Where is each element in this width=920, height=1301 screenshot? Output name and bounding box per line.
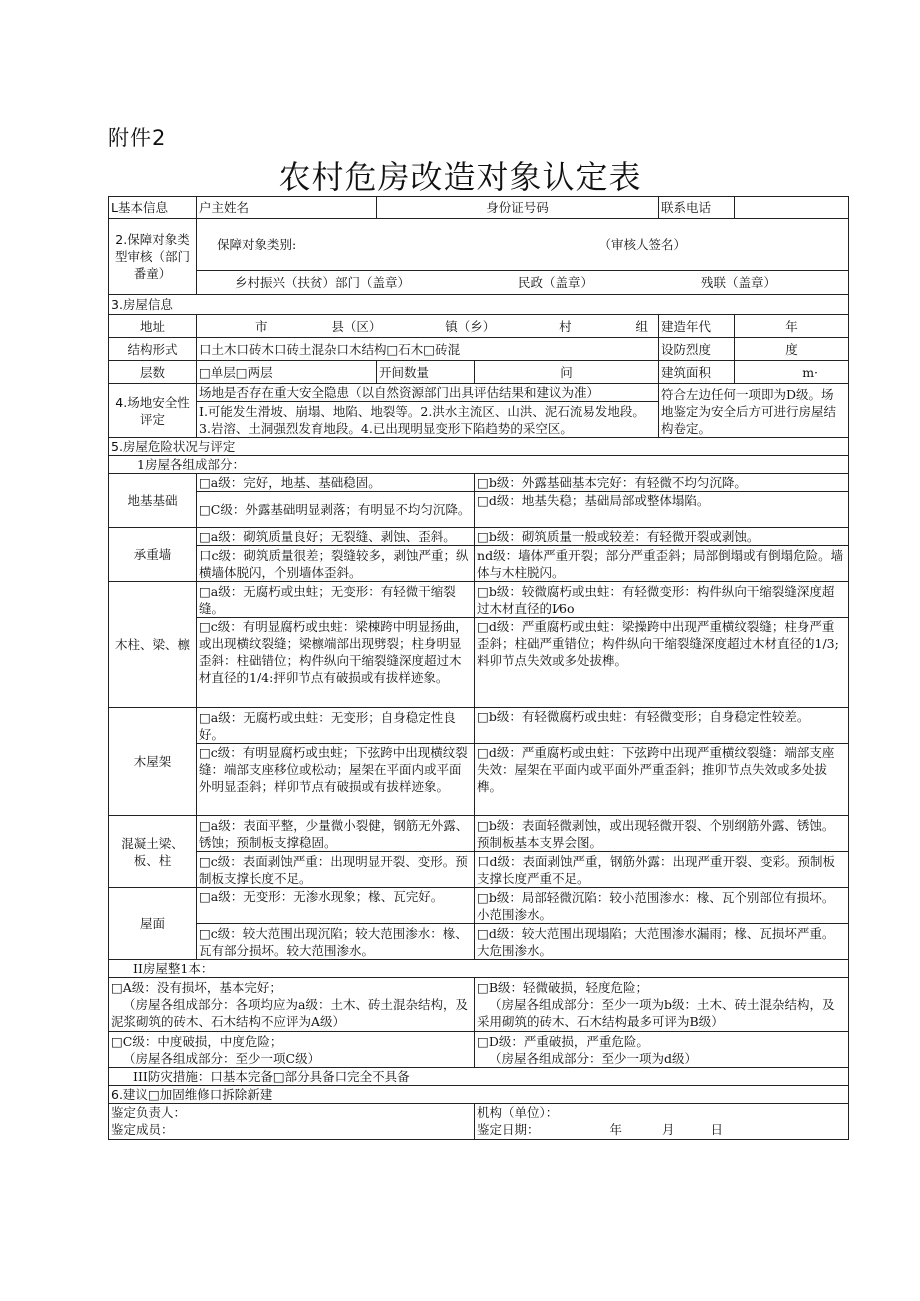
foundation-grade-b[interactable]: □b级：外露基础基本完好：有轻微不均匀沉降。 (475, 474, 849, 492)
grade-a-detail: （房屋各组成部分：各项均应为a级：土木、砖土混杂结构，及泥浆砌筑的砖木、石木结构不应评为A级） (111, 997, 468, 1029)
component-concrete: 混凝土梁、板、柱 (109, 816, 197, 888)
responsible-label[interactable]: 鉴定负责人： (111, 1105, 187, 1120)
grade-b-detail: （房屋各组成部分：至少一项为b级：土木、砖土混杂结构，及采用砌筑的砖木、石木结构最多可评为B级） (477, 997, 835, 1029)
site-section-title: 4.场地安全性评定 (109, 384, 197, 438)
roof-grade-b[interactable]: □b级：局部轻微沉陷：较小范围渗水：椽、瓦个别部位有损坏。小范围渗水。 (475, 888, 849, 924)
component-foundation: 地基基础 (109, 474, 197, 528)
guarantee-type-row[interactable] (197, 219, 849, 271)
wood-column-grade-c[interactable]: □c级：有明显腐朽或虫蛀：梁棟跨中明显扬曲，或出现横纹裂缝；梁檩端部出现劈裂；柱身明显歪斜：柱础错位；构件纵向干缩裂缝深度超过木材直径的1/4:抨卯节点有破损或有拔样迹象。 (197, 618, 475, 708)
component-roof: 屋面 (109, 888, 197, 960)
grade-c-head: □C级：中度破损，中度危险； (111, 1033, 283, 1049)
civil-affairs-stamp: 民政（盖章） (518, 275, 594, 290)
wall-grade-c[interactable]: 口c级：砌筑质量很差；裂缝较多，剥蚀严重；纵横墙体脱闪，个别墙体歪斜。 (197, 546, 475, 582)
advice-title: 6.建议 (111, 1087, 148, 1102)
grade-a-head: □A级：没有损坏，基本完好； (111, 980, 282, 995)
area-field[interactable]: m· (735, 361, 849, 384)
wall-grade-d[interactable]: nd级：墙体严重开裂；部分严重歪斜；局部倒塌或有倒塌危险。墙体与木柱脱闪。 (475, 546, 849, 582)
structure-label: 结构形式 (109, 338, 197, 361)
seismic-field[interactable]: 度 (735, 338, 849, 361)
rural-revitalization-stamp: 乡村振兴（扶贫）部门（盖章） (235, 275, 411, 290)
signature-right (475, 1104, 849, 1140)
floors-label: 层数 (109, 361, 197, 384)
guarantee-section-title: 2.保障对象类型审核（部门番童） (109, 219, 197, 295)
components-title: 1房屋各组成部分： (109, 456, 849, 474)
seismic-label: 设防烈度 (659, 338, 735, 361)
rooms-field[interactable]: 问 (475, 361, 659, 384)
wood-column-grade-a[interactable]: □a级：无腐朽或虫蛀；无变形：有轻微干缩裂缝。 (197, 582, 475, 618)
date-day: 日 (710, 1122, 723, 1137)
concrete-grade-c[interactable]: □c级：表面剥蚀严重：出现明显开裂、变形。预制板支撑长度不足。 (197, 852, 475, 888)
structure-options[interactable]: 口土木口砖木口砖土混杂口木结构□石木□砖混 (197, 338, 659, 361)
danger-section-title: 5.房屋危险状况与评定 (109, 438, 849, 456)
guarantee-type-label: 保障对象类别: (217, 237, 297, 252)
truss-grade-a[interactable]: □a级：无腐朽或虫蛀：无变形；自身稳定性良好。 (197, 708, 475, 744)
grade-b-head: □B级：轻微破损，轻度危险； (477, 980, 649, 995)
members-label[interactable]: 鉴定成员： (111, 1122, 174, 1137)
reviewer-signature: （审核人签名） (598, 237, 687, 252)
assessment-table (108, 196, 849, 1140)
date-label: 鉴定日期： (477, 1122, 540, 1137)
area-label: 建筑面积 (659, 361, 735, 384)
addr-county: 县（区） (331, 318, 382, 334)
site-hazards[interactable]: I.可能发生滑坡、崩塌、地陷、地裂等。2.洪水主流区、山洪、泥石流易发地段。3.岩溶、土洞强烈发育地段。4.已出现明显变形下陷趋势的采空区。 (197, 402, 659, 438)
truss-grade-b[interactable]: □b级：有轻微腐朽或虫蛀：有轻微变形；自身稳定性较差。 (475, 708, 849, 744)
overall-grade-a[interactable] (109, 978, 475, 1032)
grade-d-detail: （房屋各组成部分：至少一项为d级） (489, 1050, 698, 1066)
grade-d-head: □D级：严重破损，严重危险。 (477, 1033, 649, 1049)
addr-village: 村 (559, 318, 572, 334)
overall-grade-c[interactable] (109, 1032, 475, 1068)
concrete-grade-b[interactable]: □b级：表面轻微剥蚀，或出现轻微开裂、个别纲筋外露、锈蚀。预制板基本支界会图。 (475, 816, 849, 852)
roof-grade-a[interactable]: □a级：无变形：无渗水现象；椽、瓦完好。 (197, 888, 475, 924)
overall-grade-d[interactable] (475, 1032, 849, 1068)
component-wood-truss: 木屋架 (109, 708, 197, 816)
wood-column-grade-d[interactable]: □d级：严重腐朽或虫蛀：梁操跨中出现严重横纹裂缝；柱身严重歪斜；柱础严重错位；构件纵向干缩裂缝深度超过木材直径的1/3;料卯节点失效或多处拔榫。 (475, 618, 849, 708)
page-title: 农村危房改造对象认定表 (278, 158, 642, 196)
overall-title: II房屋整1本： (109, 960, 849, 978)
foundation-grade-d[interactable]: □d级：地基失稳；基础局部或整体塌陷。 (475, 492, 849, 528)
phone-field[interactable] (735, 197, 849, 219)
overall-grade-b[interactable] (475, 978, 849, 1032)
truss-grade-c[interactable]: □c级：有明显腐朽或虫蛀；下弦跨中出现横纹裂缝：端部支座移位或松动；屋架在平面内或平面外明显歪斜；样卯节点有破损或有拔样迹象。 (197, 744, 475, 816)
build-year-field[interactable]: 年 (735, 315, 849, 338)
attachment-label: 附件2 (108, 126, 167, 150)
foundation-grade-a[interactable]: □a级：完好，地基、基础稳固。 (197, 474, 475, 492)
owner-name-field[interactable]: 户主姓名 (197, 197, 377, 219)
grade-c-detail: （房屋各组成部分：至少一项C级） (123, 1050, 321, 1066)
site-question: 场地是否存在重大安全隐患（以自然资源部门出具评估结果和建议为准） (197, 384, 659, 402)
rooms-label: 开间数量 (377, 361, 475, 384)
id-number-field[interactable]: 身份证号码 (377, 197, 659, 219)
signature-left (109, 1104, 475, 1140)
concrete-grade-a[interactable]: □a级：表面平整，少量微小裂健，钢筋无外露、锈蚀；预制板支撑稳固。 (197, 816, 475, 852)
address-label: 地址 (109, 315, 197, 338)
site-note: 符合左边任何一项即为D级。场地鉴定为安全后方可进行房屋结构卷定。 (659, 384, 849, 438)
wall-grade-b[interactable]: □b级：砌筑质量一般或较差：有轻微开裂或剥蚀。 (475, 528, 849, 546)
prevention-measures[interactable]: III防灾措施：口基本完备□部分具备口完全不具备 (109, 1068, 849, 1086)
foundation-grade-c[interactable]: □C级：外露基础明显剥落；有明显不均匀沉降。 (197, 492, 475, 528)
wood-column-grade-b[interactable]: □b级：较微腐朽或虫蛀：有轻微变形：构件纵向干缩裂缝深度超过木材直径的I⁄6o (475, 582, 849, 618)
date-month: 月 (661, 1122, 675, 1137)
phone-label: 联系电话 (659, 197, 735, 219)
disabled-federation-stamp: 残联（盖章） (701, 275, 777, 290)
organization-label[interactable]: 机构（单位）： (477, 1105, 559, 1120)
component-bearing-wall: 承重墙 (109, 528, 197, 582)
addr-town: 镇（乡） (445, 318, 496, 334)
truss-grade-d[interactable]: □d级：严重腐朽或虫蛀：下弦跨中出现严重横纹裂缝：端部支座失效：屋架在平面内或平面外严重歪斜；推卯节点失效或多处拔榫。 (475, 744, 849, 816)
date-year: 年 (609, 1122, 623, 1137)
floors-options[interactable]: □单层□两层 (197, 361, 377, 384)
component-wood-column-beam: 木柱、梁、檩 (109, 582, 197, 708)
roof-grade-c[interactable]: □c级：较大范围出现沉陷；较大范围渗水：椽、瓦有部分损坏。较大范围渗水。 (197, 924, 475, 960)
build-year-label: 建造年代 (659, 315, 735, 338)
address-field[interactable] (197, 315, 659, 338)
basic-section-title: L基本信息 (109, 197, 197, 219)
department-stamps (197, 271, 849, 295)
roof-grade-d[interactable]: □d级：较大范围出现塌陷；大范围渗水漏雨；椽、瓦损坏严重。大危围渗水。 (475, 924, 849, 960)
house-section-title: 3.房屋信息 (109, 295, 849, 315)
advice-row[interactable] (109, 1086, 849, 1104)
advice-options: □加固维修口拆除新建 (147, 1087, 273, 1102)
addr-group: 组 (635, 318, 649, 334)
addr-city: 市 (255, 318, 268, 334)
wall-grade-a[interactable]: □a级：砌筑质量良好；无裂缝、剥蚀、歪斜。 (197, 528, 475, 546)
concrete-grade-d[interactable]: 口d级：表面剥蚀严重，钢筋外露：出现严重开裂、变彩。预制板支撑长度严重不足。 (475, 852, 849, 888)
date-row[interactable] (477, 1121, 846, 1138)
